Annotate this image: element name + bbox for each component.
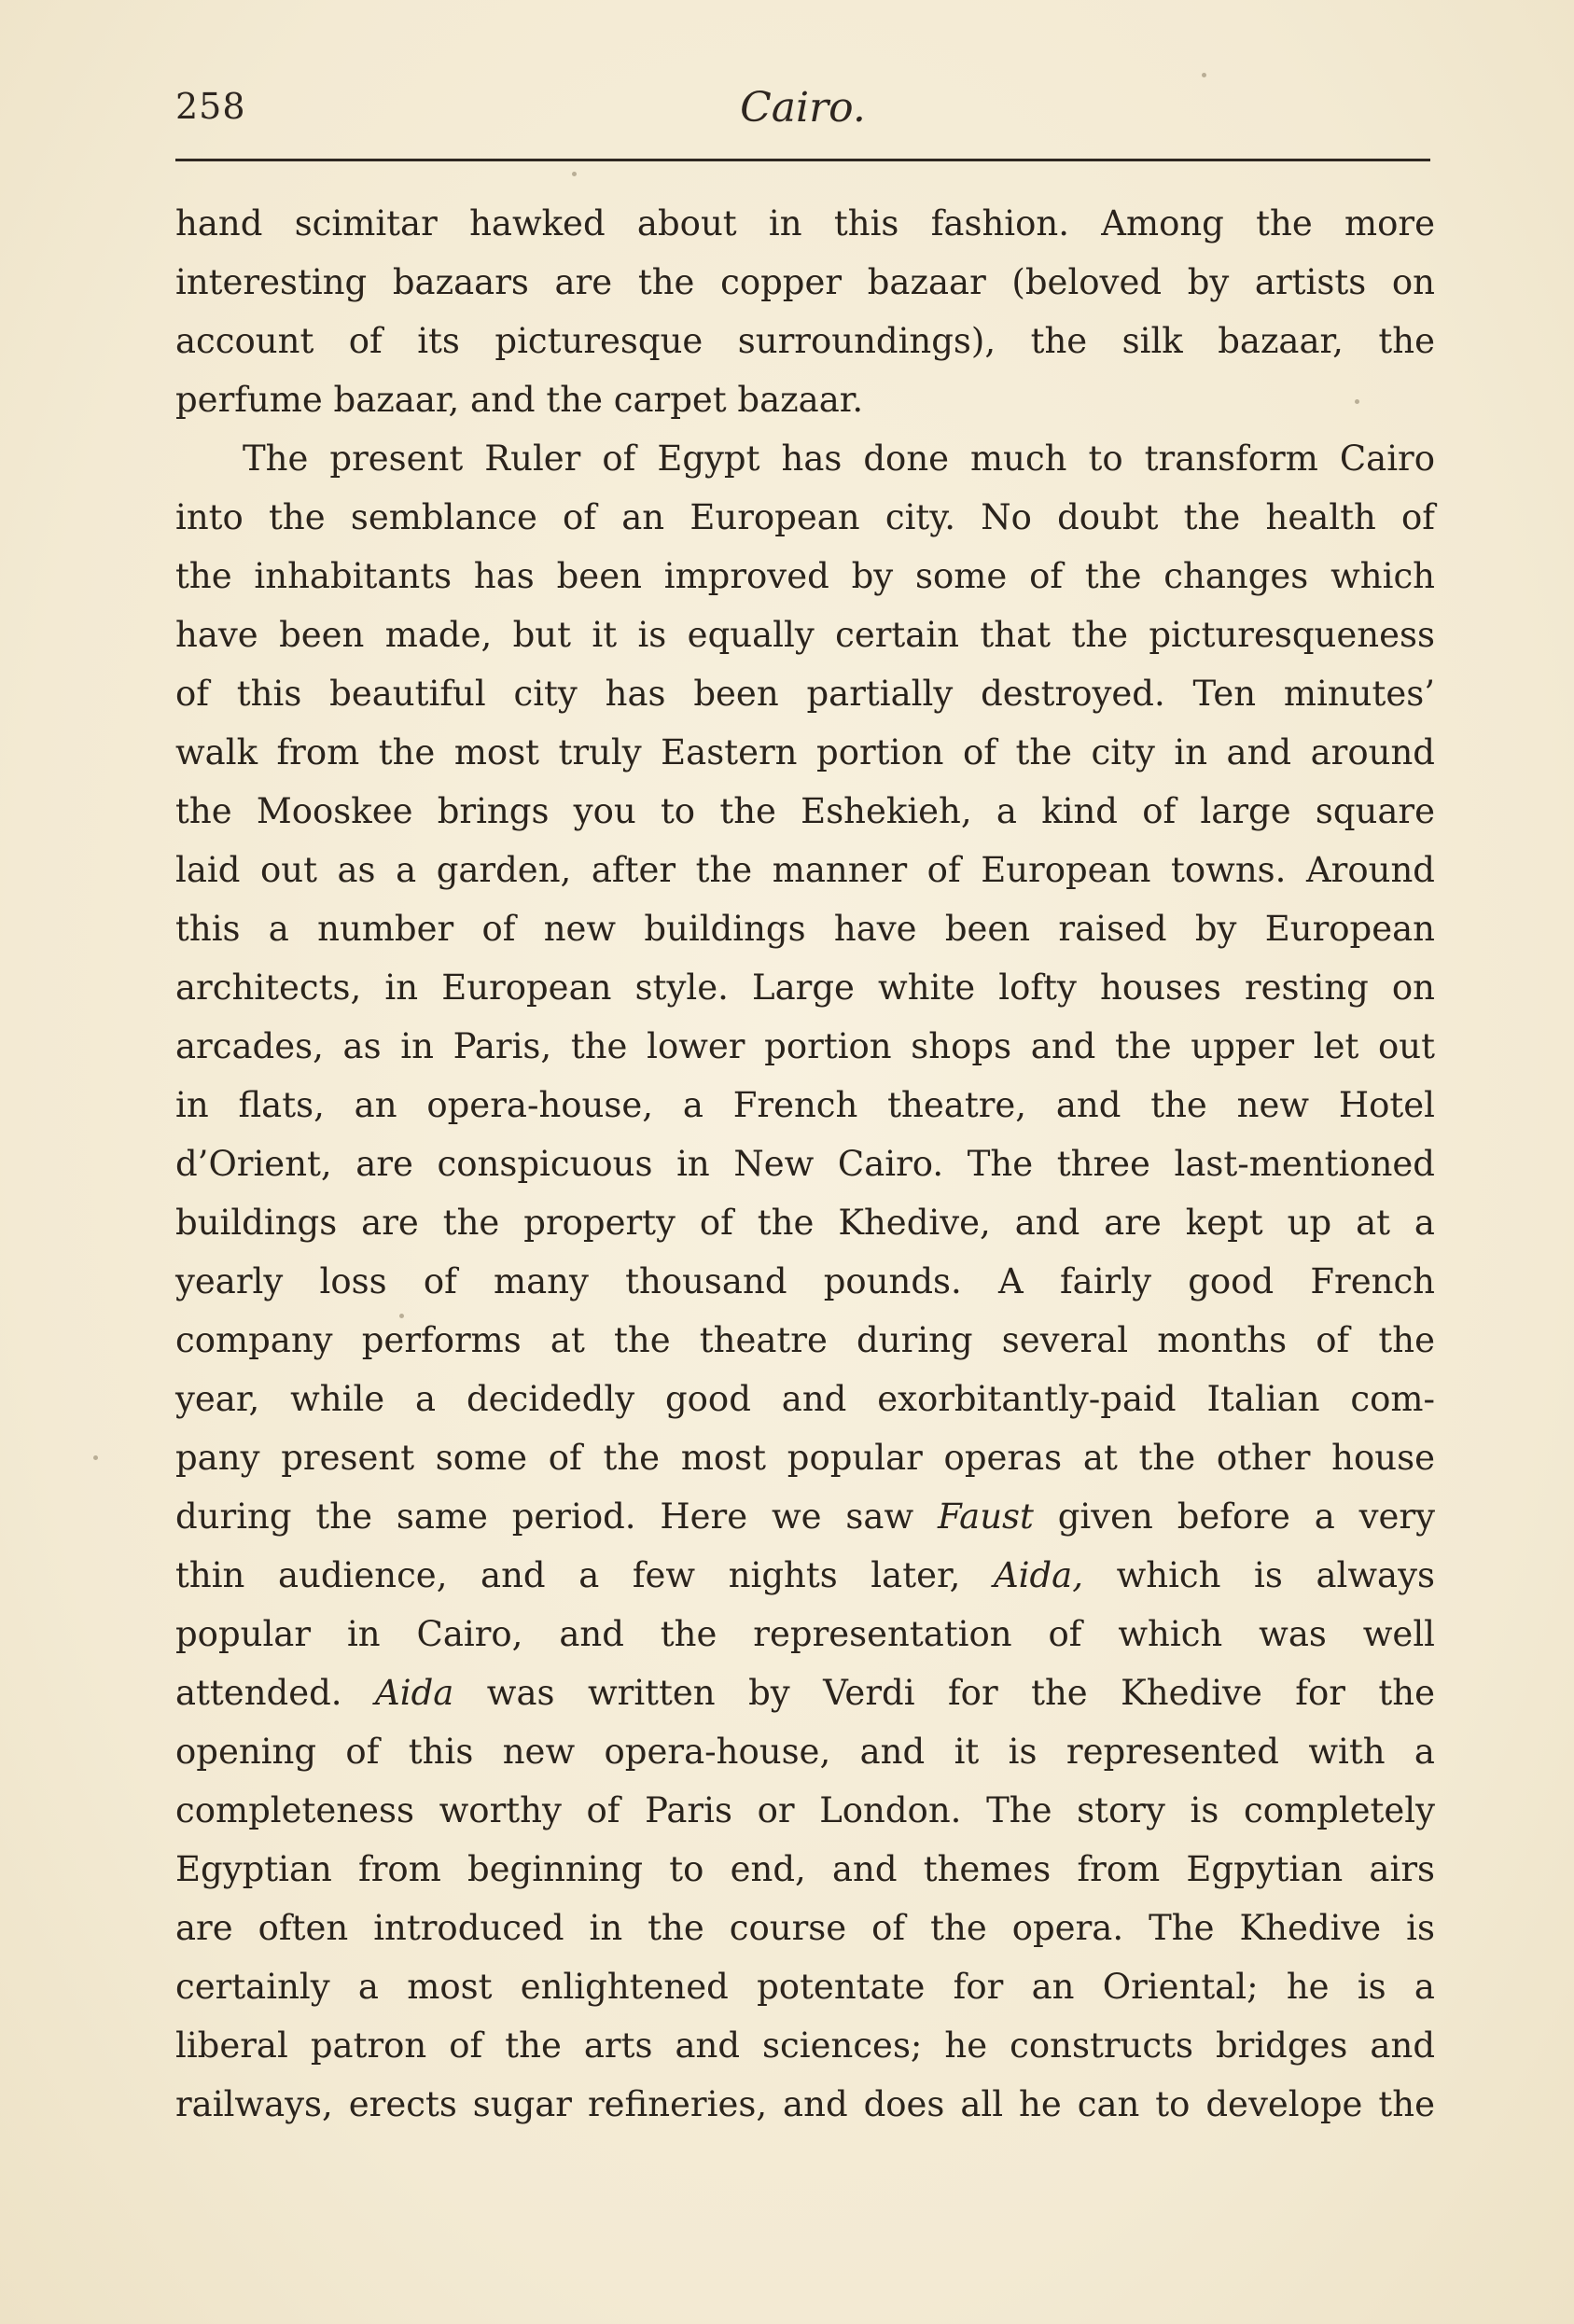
paper-speck	[399, 1314, 404, 1318]
text-line: this a number of new buildings have been raised by European	[175, 909, 1435, 949]
text-line: railways, erects sugar refineries, and does all he can to develope the	[175, 2084, 1435, 2124]
text-run: thin audience, and a few nights later,	[175, 1555, 994, 1595]
text-line-with-italic	[175, 1487, 1435, 1546]
text-run: which is always	[1083, 1555, 1435, 1595]
text-line: certainly a most enlightened potentate for an Oriental; he is a	[175, 1967, 1435, 2007]
text-line: walk from the most truly Eastern portion of the city in and around	[175, 732, 1435, 772]
page-number: 258	[175, 86, 246, 127]
text-run: during the same period. Here we saw	[175, 1496, 938, 1537]
text-line: arcades, as in Paris, the lower portion shops and the upper let out	[175, 1026, 1435, 1066]
text-run: attended.	[175, 1673, 376, 1713]
paper-speck	[93, 1455, 98, 1460]
text-line: into the semblance of an European city. No doubt the health of	[175, 497, 1435, 537]
text-line: laid out as a garden, after the manner of European towns. Around	[175, 850, 1435, 890]
text-run: was written by Verdi for the Khedive for the	[453, 1673, 1435, 1713]
text-line: perfume bazaar, and the carpet bazaar.	[175, 380, 864, 420]
text-line: are often introduced in the course of the opera. The Khedive is	[175, 1908, 1435, 1948]
paper-speck	[1355, 399, 1359, 404]
italic-title: Aida	[375, 1673, 454, 1713]
text-line: company performs at the theatre during several months of the	[175, 1320, 1435, 1360]
body-text	[175, 194, 1435, 2134]
header-rule	[175, 159, 1430, 161]
text-line: buildings are the property of the Khedive, and are kept up at a	[175, 1203, 1435, 1243]
text-line: opening of this new opera-house, and it is represented with a	[175, 1732, 1435, 1772]
text-line: popular in Cairo, and the representation of which was well	[175, 1614, 1435, 1654]
text-line: hand scimitar hawked about in this fashion. Among the more	[175, 203, 1435, 244]
text-line: d’Orient, are conspicuous in New Cairo. The three last-mentioned	[175, 1144, 1435, 1184]
text-line: Egyptian from beginning to end, and themes from Egpytian airs	[175, 1849, 1435, 1889]
italic-title: Faust	[937, 1496, 1034, 1537]
text-line: account of its picturesque surroundings), the silk bazaar, the	[175, 321, 1435, 361]
text-line-with-italic	[175, 1546, 1435, 1605]
text-line: yearly loss of many thousand pounds. A fairly good French	[175, 1261, 1435, 1301]
text-line: year, while a decidedly good and exorbitantly-paid Italian com-	[175, 1379, 1435, 1419]
paper-speck	[572, 172, 577, 176]
italic-title: Aida,	[993, 1555, 1083, 1595]
text-line: architects, in European style. Large white lofty houses resting on	[175, 967, 1435, 1008]
text-run: given before a very	[1033, 1496, 1435, 1537]
text-line: liberal patron of the arts and sciences; he constructs bridges and	[175, 2025, 1435, 2066]
text-line: of this beautiful city has been partially destroyed. Ten minutes’	[175, 674, 1435, 714]
text-line: interesting bazaars are the copper bazaar (beloved by artists on	[175, 262, 1435, 302]
text-line: the inhabitants has been improved by some of the changes which	[175, 556, 1435, 596]
text-line: pany present some of the most popular operas at the other house	[175, 1438, 1435, 1478]
text-line: completeness worthy of Paris or London. The story is completely	[175, 1790, 1435, 1830]
text-line: the Mooskee brings you to the Eshekieh, a kind of large square	[175, 791, 1435, 831]
running-head: Cairo.	[740, 84, 866, 132]
text-line: in flats, an opera-house, a French theatre, and the new Hotel	[175, 1085, 1435, 1125]
paper-speck	[1202, 73, 1206, 77]
text-line-with-italic	[175, 1663, 1435, 1722]
text-line: The present Ruler of Egypt has done much to transform Cairo	[243, 438, 1435, 479]
page-header	[175, 86, 1430, 142]
text-line: have been made, but it is equally certain that the picturesqueness	[175, 615, 1435, 655]
